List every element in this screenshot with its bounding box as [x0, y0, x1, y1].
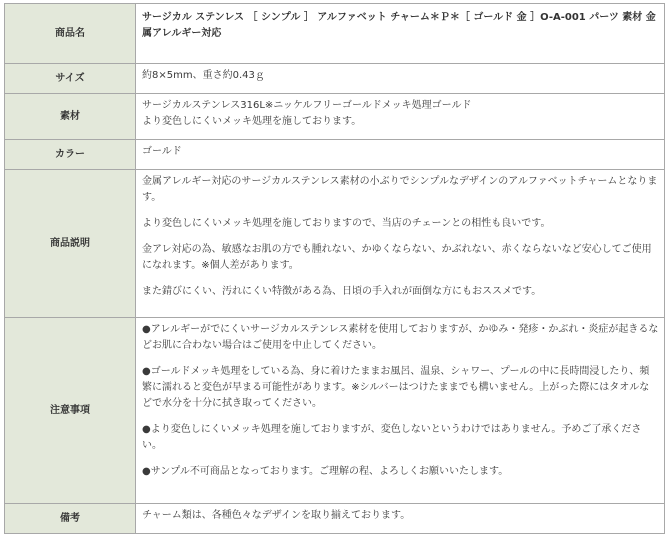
- color-text: ゴールド: [142, 146, 182, 157]
- description-paragraph: より変色しにくいメッキ処理を施しておりますので、当店のチェーンとの相性も良いです。: [142, 218, 551, 229]
- notes-paragraph: ●サンプル不可商品となっております。ご理解の程、よろしくお願いいたします。: [142, 466, 509, 477]
- notes-paragraph: ●より変色しにくいメッキ処理を施しておりますが、変色しないというわけではありません。予めご了承ください。: [142, 424, 642, 451]
- material-line-2: より変色しにくいメッキ処理を施しております。: [142, 116, 362, 127]
- spec-row-color: [5, 140, 665, 170]
- spec-value-size: [136, 64, 665, 94]
- remarks-text: チャーム類は、各種色々なデザインを取り揃えております。: [142, 510, 411, 521]
- spec-value-description: [136, 170, 665, 318]
- spec-row-notes: [5, 318, 665, 504]
- product-spec-table: [4, 3, 665, 534]
- spec-value-color: [136, 140, 665, 170]
- spec-row-product-name: [5, 4, 665, 64]
- spec-value-material: [136, 94, 665, 140]
- product-name-text: サージカル ステンレス ［ シンプル ］ アルファベット チャーム＊Ｐ＊［ ゴールド 金 ］O-A-001 パーツ 素材 金属アレルギー対応: [142, 12, 656, 39]
- spec-value-product-name: [136, 4, 665, 64]
- description-paragraph: 金属アレルギー対応のサージカルステンレス素材の小ぶりでシンプルなデザインのアルファベットチャームとなります。: [142, 176, 658, 203]
- notes-paragraph: ●アレルギーがでにくいサージカルステンレス素材を使用しておりますが、かゆみ・発疹・かぶれ・炎症が起きるなどお肌に合わない場合はご使用を中止してください。: [142, 324, 659, 351]
- material-line-1: サージカルステンレス316L※ニッケルフリーゴールドメッキ処理ゴールド: [142, 100, 472, 111]
- description-paragraph: 金アレ対応の為、敏感なお肌の方でも腫れない、かゆくならない、かぶれない、赤くならないなど安心してご使用になれます。※個人差があります。: [142, 244, 652, 271]
- spec-row-size: [5, 64, 665, 94]
- spec-row-material: [5, 94, 665, 140]
- spec-label-color: カラー: [5, 140, 136, 170]
- spec-label-description: 商品説明: [5, 170, 136, 318]
- description-paragraph: また錆びにくい、汚れにくい特徴がある為、日頃の手入れが面倒な方にもおススメです。: [142, 286, 542, 297]
- spec-label-product-name: 商品名: [5, 4, 136, 64]
- notes-paragraph: ●ゴールドメッキ処理をしている為、身に着けたままお風呂、温泉、シャワー、プールの中に長時間浸したり、頻繁に濡れると変色が早まる可能性があります。※シルバーはつけたままでも構いません。上がった際にはタオルなどで水分を十分に拭き取ってください。: [142, 366, 650, 409]
- spec-label-size: サイズ: [5, 64, 136, 94]
- spec-value-notes: [136, 318, 665, 504]
- spec-row-remarks: [5, 504, 665, 534]
- spec-label-material: 素材: [5, 94, 136, 140]
- spec-label-notes: 注意事項: [5, 318, 136, 504]
- size-text: 約8×5mm、重さ約0.43ｇ: [142, 70, 265, 81]
- spec-row-description: [5, 170, 665, 318]
- spec-value-remarks: [136, 504, 665, 534]
- spec-label-remarks: 備考: [5, 504, 136, 534]
